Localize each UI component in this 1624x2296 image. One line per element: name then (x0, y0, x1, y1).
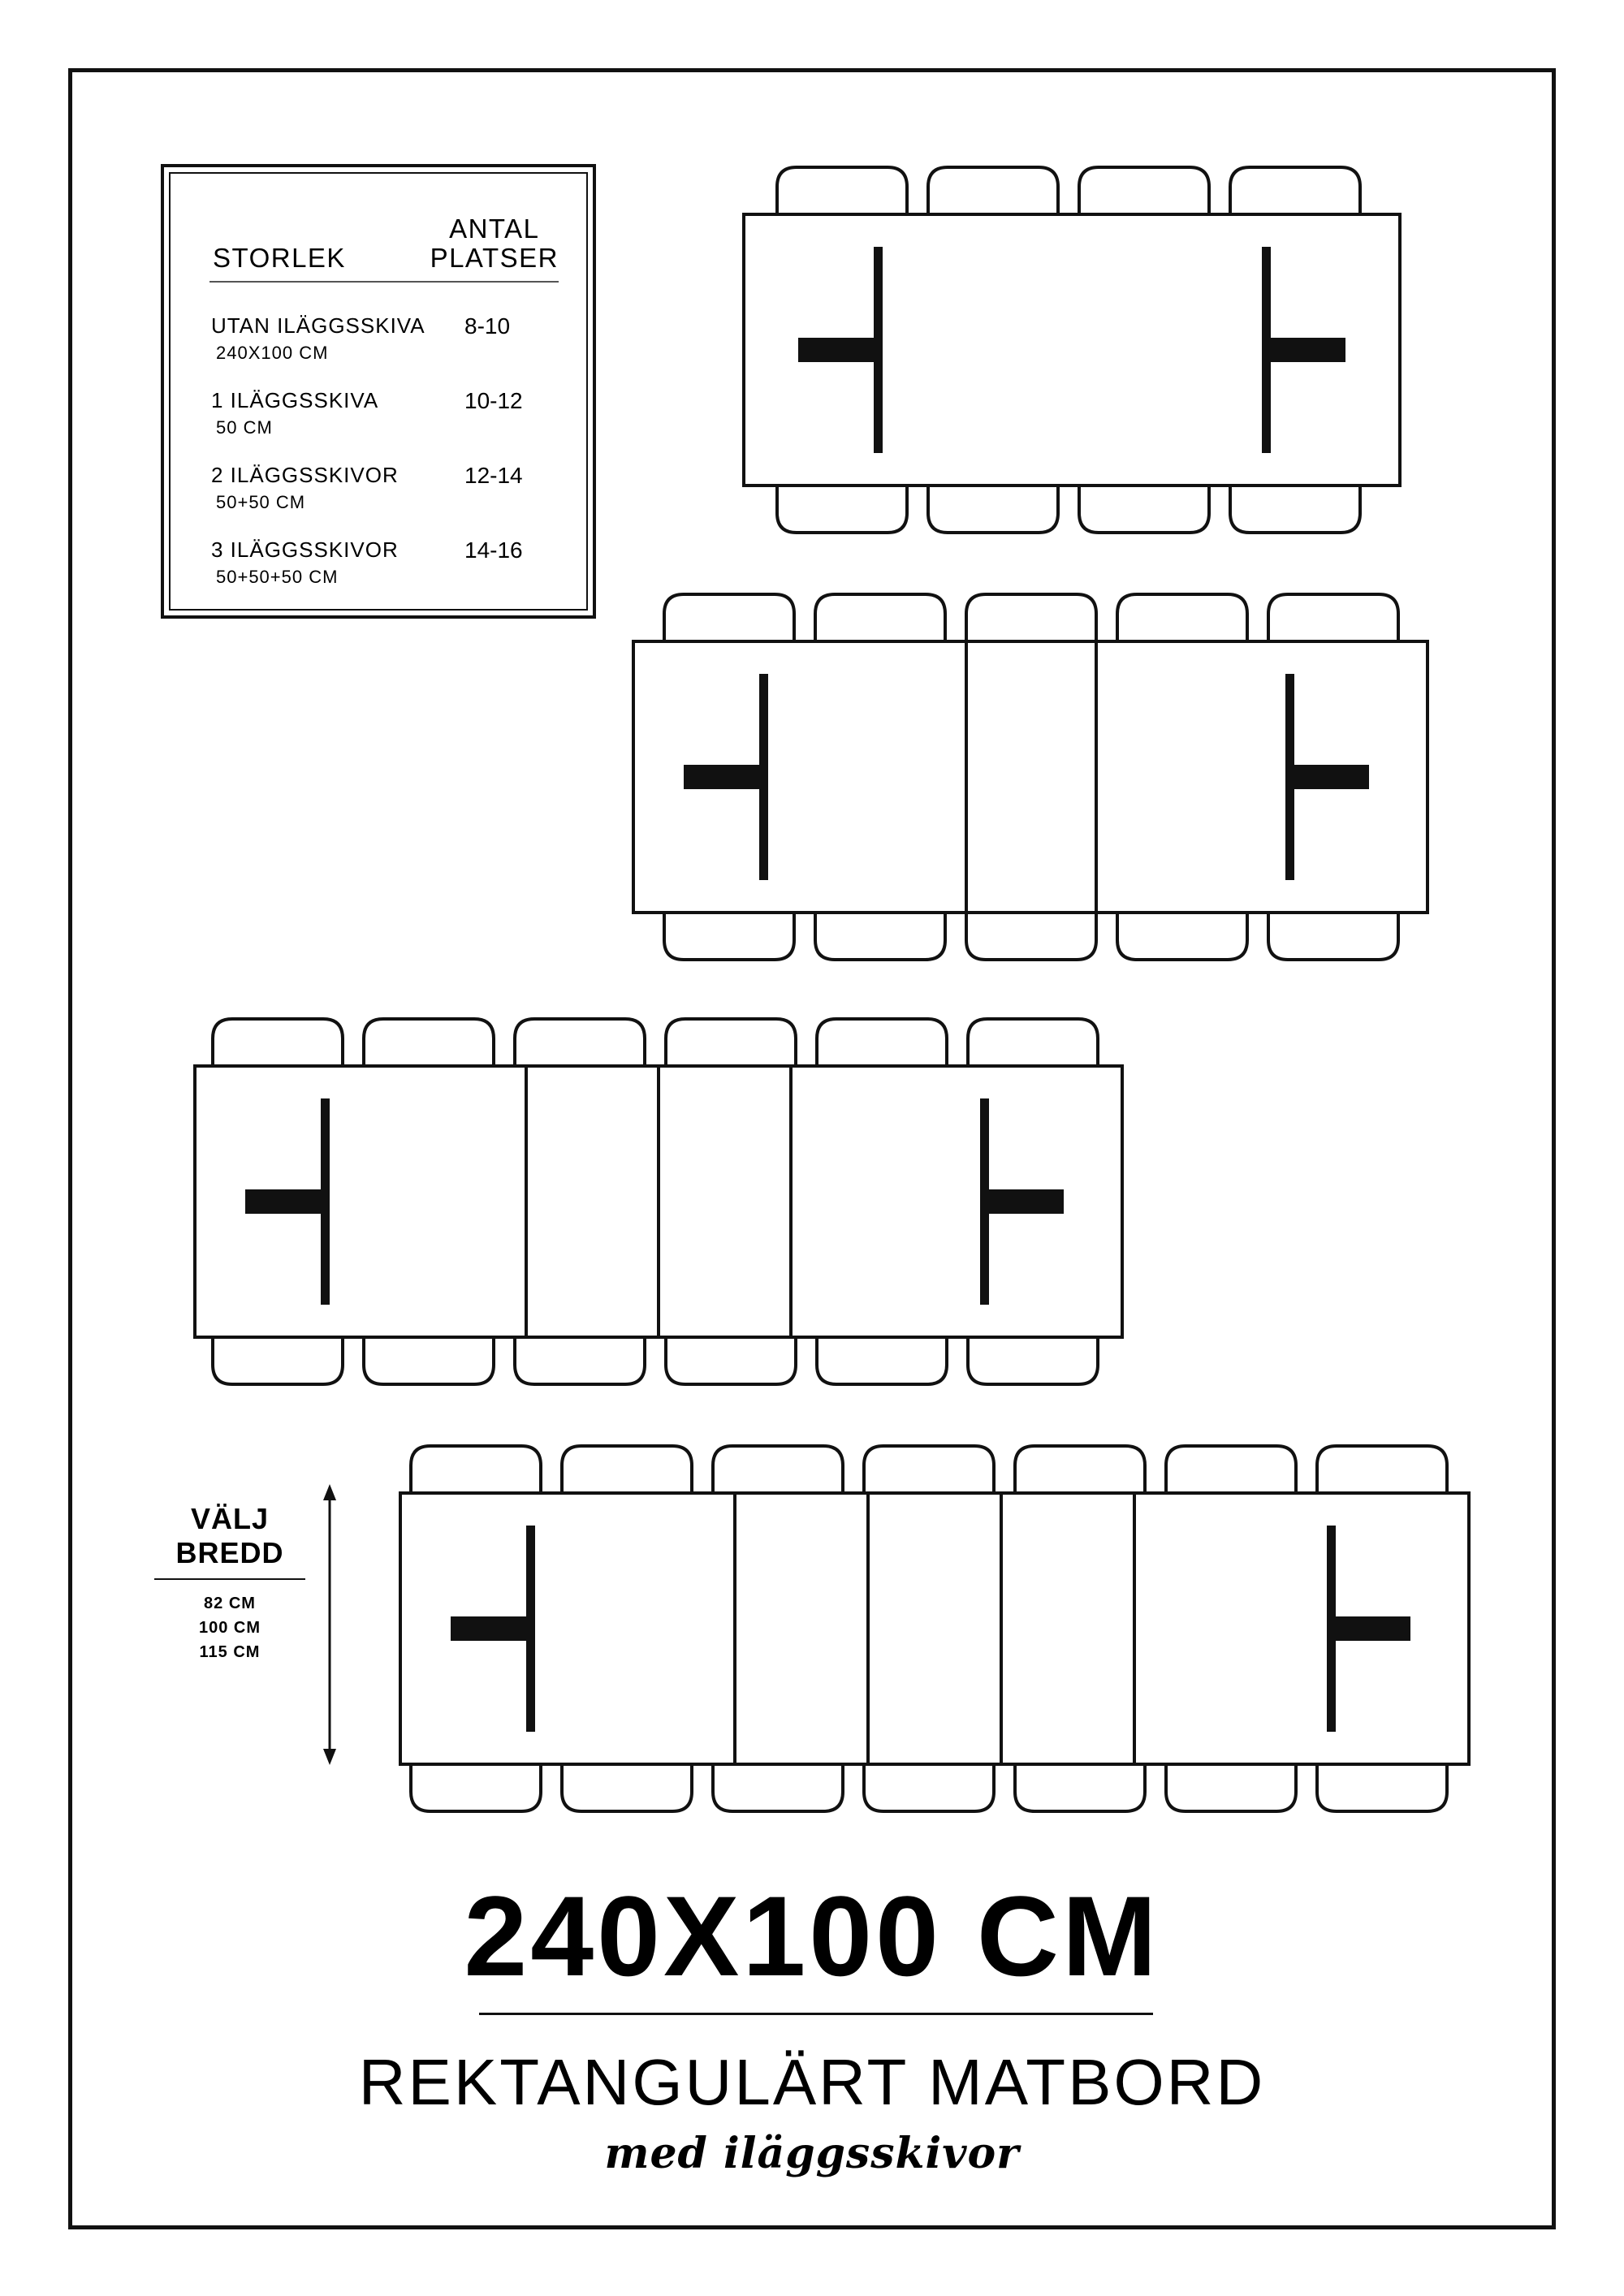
legend-seats-header-line2: PLATSER (430, 243, 559, 273)
chair (928, 482, 1058, 533)
chair (815, 594, 945, 645)
chair (515, 1019, 645, 1069)
chair (1166, 1761, 1296, 1811)
chair (777, 167, 907, 218)
table-leg (1289, 765, 1369, 789)
legend-seats-header (430, 214, 559, 273)
legend-row-seats: 8-10 (464, 313, 511, 339)
width-selector (154, 1502, 305, 1664)
width-option: 82 CM (204, 1595, 256, 1612)
table-top (400, 1493, 1469, 1764)
chair (1117, 594, 1247, 645)
chair (411, 1761, 541, 1811)
chair (515, 1334, 645, 1384)
width-options (154, 1591, 305, 1664)
chair (664, 909, 794, 960)
width-selector-title (154, 1502, 305, 1570)
chair (213, 1019, 343, 1069)
legend-row-name: UTAN ILÄGGSSKIVA (211, 313, 425, 338)
chair (966, 909, 1096, 960)
chair (817, 1019, 947, 1069)
chair (817, 1334, 947, 1384)
legend-row-dimension: 50+50 CM (216, 492, 306, 512)
chair (1230, 167, 1360, 218)
chair (864, 1446, 994, 1496)
chair (1268, 909, 1398, 960)
width-option: 115 CM (199, 1643, 261, 1661)
subtitle: REKTANGULÄRT MATBORD (358, 2046, 1266, 2118)
chair (968, 1334, 1098, 1384)
chair (864, 1761, 994, 1811)
table-leg (1331, 1616, 1410, 1641)
tagline: med iläggsskivor (604, 2129, 1020, 2178)
chair (713, 1761, 843, 1811)
legend-inner-border (169, 172, 588, 611)
legend-row-dimension: 240X100 CM (216, 343, 329, 363)
chair (411, 1446, 541, 1496)
width-selector-rule (154, 1578, 305, 1580)
chair (562, 1761, 692, 1811)
chair (1079, 167, 1209, 218)
width-option: 100 CM (198, 1619, 261, 1637)
chair (928, 167, 1058, 218)
legend-row-seats: 10-12 (464, 388, 523, 413)
width-arrow (323, 1484, 336, 1765)
width-title-line1: VÄLJ (190, 1502, 270, 1535)
table-leg (984, 1189, 1064, 1214)
table-leg (798, 338, 878, 362)
legend-header-rule (209, 281, 559, 283)
chair (666, 1019, 796, 1069)
legend-row-dimension: 50+50+50 CM (216, 567, 339, 587)
chair (213, 1334, 343, 1384)
legend-row-name: 2 ILÄGGSSKIVOR (211, 463, 399, 487)
chair (1317, 1446, 1447, 1496)
legend-seats-header-line1: ANTAL (449, 214, 540, 244)
chair (1079, 482, 1209, 533)
chair (1117, 909, 1247, 960)
main-title: 240X100 CM (464, 1872, 1160, 2000)
legend-row-seats: 14-16 (464, 537, 523, 563)
legend-row-dimension: 50 CM (216, 417, 273, 438)
table-leg (1266, 338, 1345, 362)
legend-row-seats: 12-14 (464, 463, 523, 488)
table-leg (245, 1189, 325, 1214)
width-title-line2: BREDD (175, 1536, 284, 1569)
legend-row-name: 3 ILÄGGSSKIVOR (211, 537, 399, 562)
chair (713, 1446, 843, 1496)
chair (1268, 594, 1398, 645)
chair (664, 594, 794, 645)
chair (364, 1334, 494, 1384)
chair (815, 909, 945, 960)
table-leg (451, 1616, 530, 1641)
chair (562, 1446, 692, 1496)
legend-size-header: STORLEK (213, 243, 346, 273)
legend-row-name: 1 ILÄGGSSKIVA (211, 388, 379, 412)
chair (1166, 1446, 1296, 1496)
chair (364, 1019, 494, 1069)
chair (1015, 1446, 1145, 1496)
chair (1015, 1761, 1145, 1811)
chair (1230, 482, 1360, 533)
size-legend (161, 164, 596, 619)
chair (966, 594, 1096, 645)
chair (777, 482, 907, 533)
table-leg (684, 765, 763, 789)
chair (666, 1334, 796, 1384)
chair (968, 1019, 1098, 1069)
chair (1317, 1761, 1447, 1811)
title-rule (479, 2013, 1153, 2015)
